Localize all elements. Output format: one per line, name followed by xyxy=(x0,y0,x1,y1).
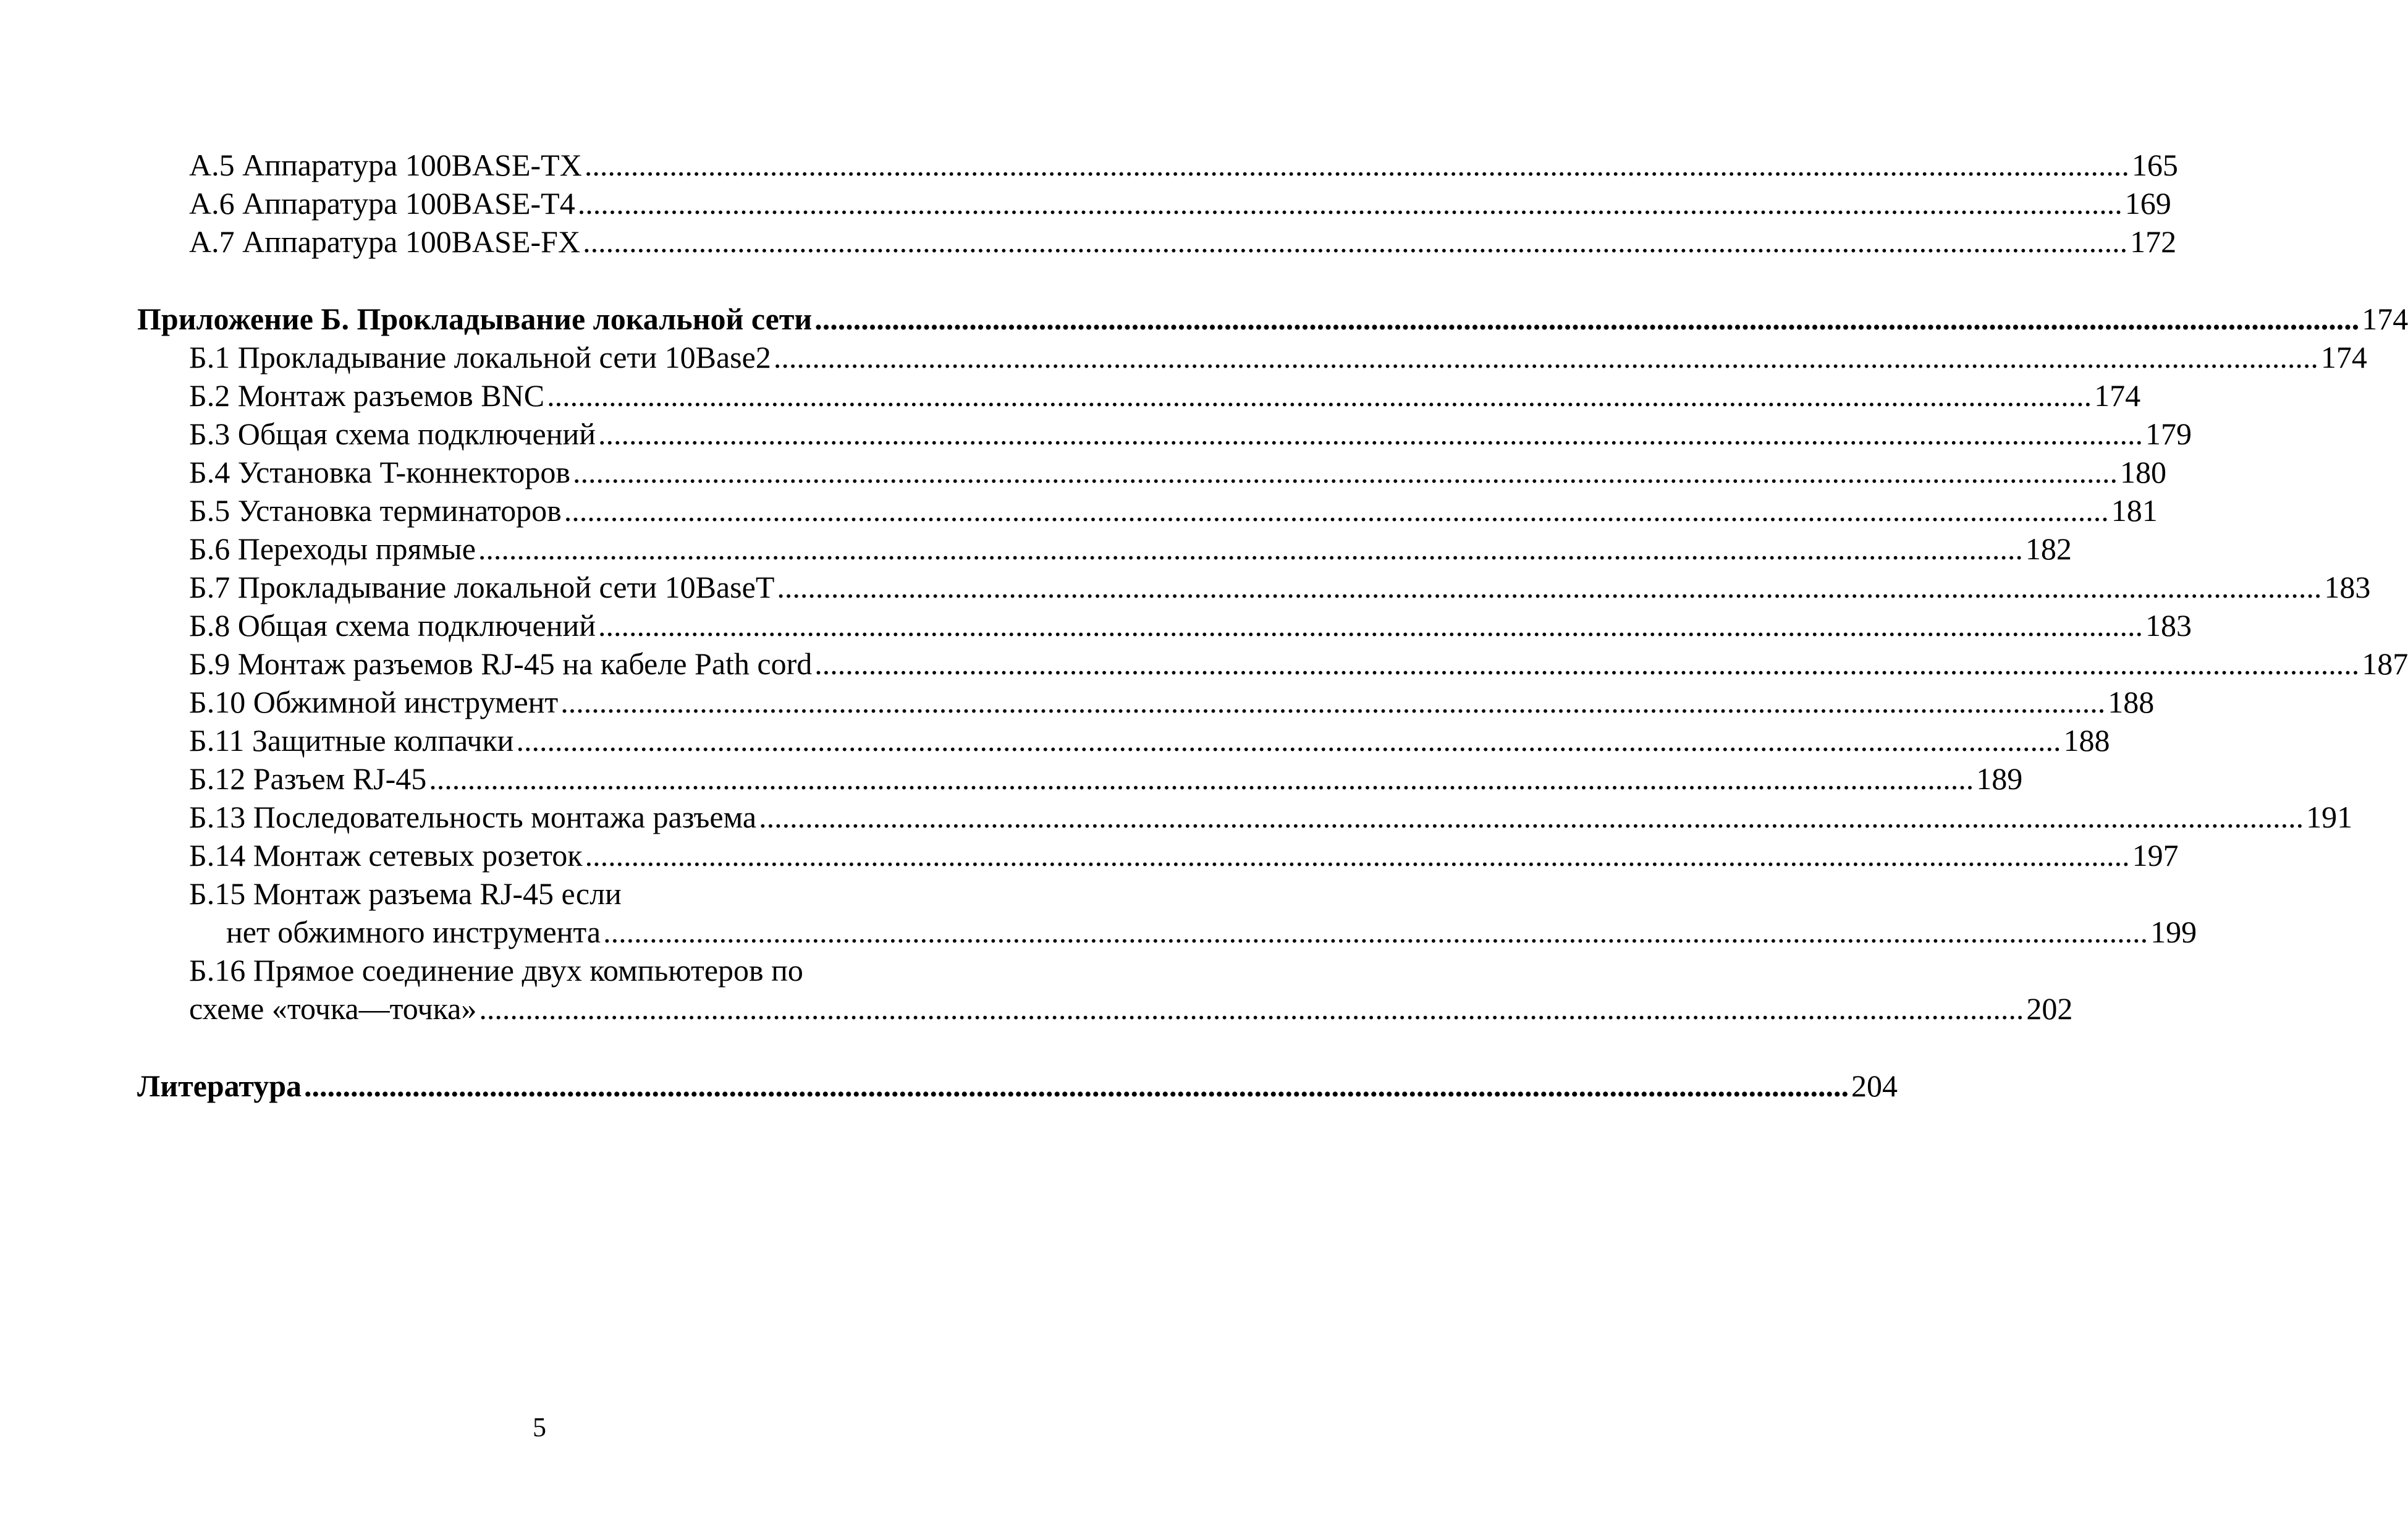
toc-entry-page: 199 xyxy=(2150,915,2197,949)
dot-leader: ........................................................................................................................................................................................................ xyxy=(304,1069,1849,1103)
dot-leader: ........................................................................................................................................................................................................ xyxy=(516,723,2061,758)
toc-entry-label: Литература xyxy=(137,1069,302,1103)
dot-leader: ........................................................................................................................................................................................................ xyxy=(814,646,2360,681)
toc-entry-label: Б.10 Обжимной инструмент xyxy=(189,685,559,719)
dot-leader: ........................................................................................................................................................................................................ xyxy=(577,186,2123,221)
toc-entry-label: Б.5 Установка терминаторов xyxy=(189,493,562,528)
toc-entry-b1 xyxy=(189,338,2367,376)
toc-entry-b2 xyxy=(189,376,2141,415)
toc-entry-page: 183 xyxy=(2145,608,2192,643)
toc-entry-page: 165 xyxy=(2131,148,2178,182)
dot-leader: ........................................................................................................................................................................................................ xyxy=(584,148,2129,182)
toc-entry-b5 xyxy=(189,491,2158,530)
toc-entry-page: 197 xyxy=(2132,838,2179,873)
toc-entry-page: 183 xyxy=(2324,570,2371,604)
toc-entry-b13 xyxy=(189,798,2353,836)
toc-entry-label: Приложение Б. Прокладывание локальной сети xyxy=(137,302,813,336)
toc-entry-page: 189 xyxy=(1976,761,2023,796)
dot-leader: ........................................................................................................................................................................................................ xyxy=(547,378,2092,413)
toc-entry-label: Б.9 Монтаж разъемов RJ-45 на кабеле Path cord xyxy=(189,646,813,681)
dot-leader: ........................................................................................................................................................................................................ xyxy=(478,531,2023,566)
toc-entry-page: 191 xyxy=(2306,800,2353,834)
toc-entry-page: 169 xyxy=(2124,186,2171,221)
dot-leader: ........................................................................................................................................................................................................ xyxy=(814,302,2360,336)
toc-entry-label: Б.8 Общая схема подключений xyxy=(189,608,596,643)
toc-entry-label: Б.1 Прокладывание локальной сети 10Base2 xyxy=(189,340,771,375)
dot-leader: ........................................................................................................................................................................................................ xyxy=(759,800,2304,834)
toc-entry-b8 xyxy=(189,606,2192,645)
toc-entry-b11 xyxy=(189,721,2110,760)
toc-entry-label: Б.4 Установка T-коннекторов xyxy=(189,455,571,489)
toc-entry-page: 180 xyxy=(2120,455,2167,489)
toc-entry-label: Б.7 Прокладывание локальной сети 10BaseT xyxy=(189,570,775,604)
toc-entry-label: Б.6 Переходы прямые xyxy=(189,531,476,566)
toc-entry-b7 xyxy=(189,568,2371,606)
dot-leader: ........................................................................................................................................................................................................ xyxy=(479,991,2024,1026)
toc-entry-page: 188 xyxy=(2108,685,2155,719)
toc-entry-a6 xyxy=(189,184,2171,222)
toc-entry-b16-line1: Б.16 Прямое соединение двух компьютеров по xyxy=(189,953,803,988)
toc-entry-page: 181 xyxy=(2111,493,2158,528)
toc-entry-label: Б.2 Монтаж разъемов BNC xyxy=(189,378,545,413)
toc-entry-label: А.7 Аппаратура 100BASE-FX xyxy=(189,224,581,259)
toc-section-literature xyxy=(137,1067,1898,1105)
toc-entry-page: 179 xyxy=(2145,417,2192,451)
dot-leader: ........................................................................................................................................................................................................ xyxy=(777,570,2322,604)
toc-entry-a7 xyxy=(189,222,2177,261)
toc-entry-label: Б.11 Защитные колпачки xyxy=(189,723,514,758)
toc-entry-page: 204 xyxy=(1851,1069,1898,1103)
toc-entry-label: Б.12 Разъем RJ-45 xyxy=(189,761,427,796)
toc-entry-page: 182 xyxy=(2025,531,2072,566)
toc-entry-page: 202 xyxy=(2026,991,2073,1026)
dot-leader: ........................................................................................................................................................................................................ xyxy=(573,455,2118,489)
dot-leader: ........................................................................................................................................................................................................ xyxy=(564,493,2109,528)
dot-leader: ........................................................................................................................................................................................................ xyxy=(603,915,2148,949)
toc-entry-label: Б.3 Общая схема подключений xyxy=(189,417,596,451)
toc-entry-page: 174 xyxy=(2362,302,2408,336)
toc-entry-b9 xyxy=(189,645,2408,683)
toc-entry-page: 172 xyxy=(2130,224,2177,259)
dot-leader: ........................................................................................................................................................................................................ xyxy=(598,417,2143,451)
toc-entry-label: Б.13 Последовательность монтажа разъема xyxy=(189,800,757,834)
toc-entry-b3 xyxy=(189,415,2192,453)
toc-entry-page: 187 xyxy=(2362,646,2408,681)
dot-leader: ........................................................................................................................................................................................................ xyxy=(585,838,2130,873)
toc-entry-label: Б.14 Монтаж сетевых розеток xyxy=(189,838,583,873)
dot-leader: ........................................................................................................................................................................................................ xyxy=(598,608,2143,643)
toc-entry-a5 xyxy=(189,146,2178,184)
toc-entry-b15 xyxy=(226,913,2197,951)
toc-entry-b6 xyxy=(189,530,2072,568)
toc-entry-b10 xyxy=(189,683,2155,721)
dot-leader: ........................................................................................................................................................................................................ xyxy=(773,340,2318,375)
toc-entry-b15-line1: Б.15 Монтаж разъема RJ-45 если xyxy=(189,876,622,911)
toc-entry-label: А.6 Аппаратура 100BASE-T4 xyxy=(189,186,575,221)
toc-entry-label: схеме «точка—точка» xyxy=(189,991,477,1026)
toc-entry-b14 xyxy=(189,836,2179,874)
toc-entry-page: 188 xyxy=(2063,723,2110,758)
toc-entry-label: А.5 Аппаратура 100BASE-TX xyxy=(189,148,582,182)
dot-leader: ........................................................................................................................................................................................................ xyxy=(429,761,1974,796)
toc-entry-b16 xyxy=(189,989,2073,1028)
dot-leader: ........................................................................................................................................................................................................ xyxy=(583,224,2128,259)
toc-entry-b4 xyxy=(189,453,2167,491)
toc-section-appendix-b xyxy=(137,300,2408,338)
toc-entry-b12 xyxy=(189,760,2023,798)
toc-entry-label: нет обжимного инструмента xyxy=(226,915,601,949)
page-number: 5 xyxy=(533,1412,546,1442)
toc-entry-page: 174 xyxy=(2320,340,2367,375)
dot-leader: ........................................................................................................................................................................................................ xyxy=(560,685,2106,719)
toc-entry-page: 174 xyxy=(2094,378,2141,413)
